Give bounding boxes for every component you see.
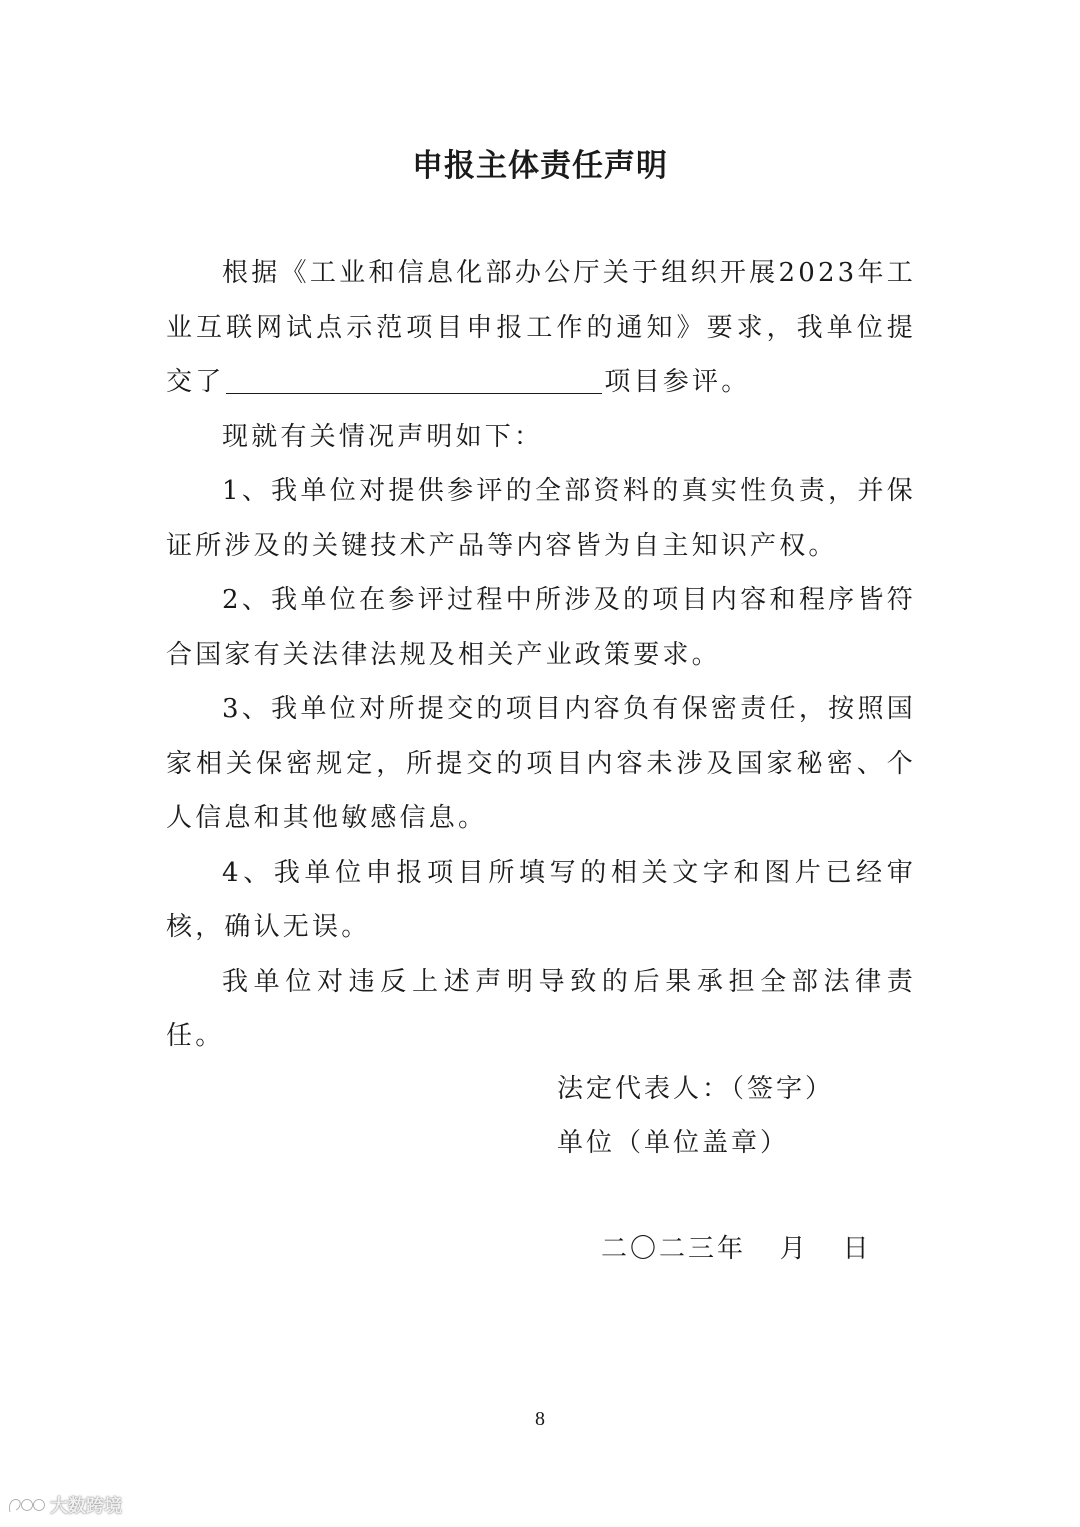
legal-rep-signature: 法定代表人：（签字）	[557, 1074, 835, 1104]
watermark-logo-icon	[6, 1494, 46, 1516]
project-name-blank	[226, 363, 602, 394]
statement-item-4: 4、我单位申报项目所填写的相关文字和图片已经审核，确认无误。	[166, 857, 916, 942]
statement-item-2: 2、我单位在参评过程中所涉及的项目内容和程序皆符合国家有关法律法规及相关产业政策要求。	[166, 585, 916, 670]
closing-statement: 我单位对违反上述声明导致的后果承担全部法律责任。	[166, 966, 916, 1051]
signature-block	[557, 1062, 834, 1170]
unit-seal: 单位（单位盖章）	[557, 1128, 790, 1158]
watermark-text: 大数跨境	[50, 1496, 122, 1517]
statement-lead: 现就有关情况声明如下：	[222, 421, 544, 452]
document-title: 申报主体责任声明	[412, 148, 668, 184]
page-number: 8	[535, 1408, 545, 1430]
intro-text-end: 项目参评。	[604, 367, 751, 397]
intro-paragraph	[166, 246, 916, 410]
document-body	[166, 246, 916, 1064]
statement-item-3: 3、我单位对所提交的项目内容负有保密责任，按照国家相关保密规定，所提交的项目内容未涉及国家秘密、个人信息和其他敏感信息。	[166, 694, 916, 833]
intro-text: 根据《工业和信息化部办公厅关于组织开展2023年工业互联网试点示范项目申报工作的通知》要求，我单位提交了	[166, 258, 916, 397]
date-line: 二〇二三年 月 日	[601, 1234, 872, 1264]
watermark	[6, 1492, 122, 1518]
statement-item-1: 1、我单位对提供参评的全部资料的真实性负责，并保证所涉及的关键技术产品等内容皆为自主知识产权。	[166, 476, 916, 561]
